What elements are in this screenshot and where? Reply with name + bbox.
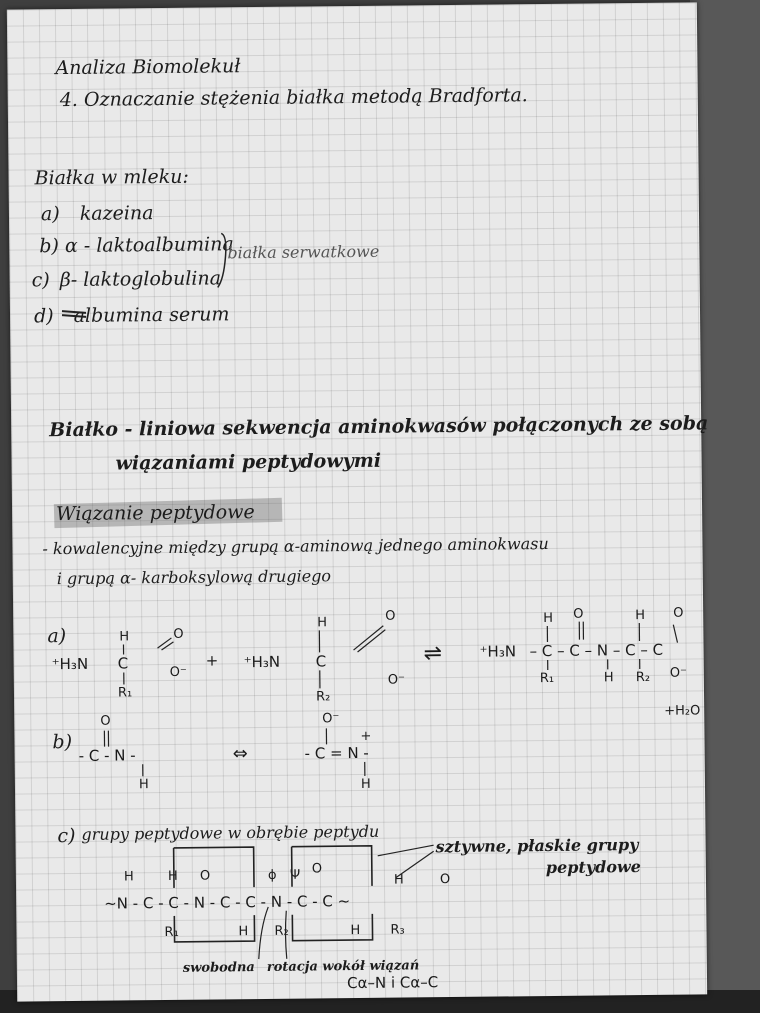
dipeptide-h2: H [635, 607, 646, 624]
list-text: albumina serum [73, 303, 230, 327]
resonance-b-label: b) [52, 730, 73, 754]
handwritten-strokes [7, 2, 707, 1001]
chain-h: H [238, 924, 249, 940]
chain-o: O [199, 868, 211, 884]
page-subtitle: 4. Oznaczanie stężenia białka metodą Bradforta. [59, 84, 528, 112]
aa2-r: R₂ [315, 689, 331, 705]
peptide-chain: ~N - C - C - N - C - C - N - C - C ~ [104, 892, 351, 913]
dipeptide-amine: ⁺H₃N [479, 642, 517, 661]
resonance-arrow: ⇔ [232, 743, 248, 765]
chain-h: H [167, 868, 178, 885]
list-marker: a) [40, 203, 60, 226]
dipeptide-h1: H [543, 610, 554, 627]
resonance-bonds [104, 728, 364, 779]
aa2-c: C [315, 652, 327, 671]
list-marker: c) [31, 269, 50, 292]
bracket-note: białka serwatkowe [227, 241, 380, 263]
rotation-label: rotacja wokół wiązań [266, 958, 420, 975]
notebook-page [7, 2, 707, 1001]
aa1-o: O [173, 626, 184, 642]
dipeptide-r1: R₁ [539, 670, 555, 687]
definition-line-2: wiązaniami peptydowymi [115, 449, 382, 475]
list-marker: b) [39, 235, 59, 258]
peptide-plane-boxes [174, 846, 373, 942]
rigid-note-line-1: sztywne, płaskie grupy [435, 835, 639, 857]
resonance-plus: + [360, 728, 372, 744]
reaction-a-label: a) [47, 625, 67, 648]
resonance-o-left: O [100, 713, 111, 729]
section-c-text: grupy peptydowe w obrębie peptydu [81, 821, 380, 844]
resonance-h-right: H [360, 776, 371, 792]
dipeptide-chain: – C – C – N – C – C [529, 640, 664, 661]
aa2-ominus: O⁻ [387, 672, 406, 688]
resonance-left: - C - N - [78, 746, 136, 765]
peptide-bond-heading: Wiązanie peptydowe [55, 501, 255, 526]
water-byproduct: +H₂O [664, 703, 701, 719]
rotation-bonds-formula: Cα–N i Cα–C [346, 973, 439, 993]
page-title: Analiza Biomolekuł [55, 55, 241, 80]
dipeptide-o1: O [573, 606, 584, 622]
chain-h: H [393, 872, 404, 888]
list-bracket [217, 233, 226, 287]
dipeptide-r2: R₂ [635, 669, 651, 686]
resonance-h-left: H [138, 777, 149, 793]
peptide-bond-line-1: - kowalencyjne między grupą α-aminową jednego aminokwasu [42, 533, 549, 559]
reaction-plus: + [205, 651, 219, 670]
chain-h: H [123, 869, 134, 885]
aa1-h: H [119, 629, 130, 645]
aa1-c: C [117, 654, 129, 673]
free-rotation-label: swobodna [182, 960, 255, 976]
list-text: β- laktoglobulina [59, 267, 222, 292]
chain-o: O [439, 872, 451, 888]
phi-angle: ϕ [267, 867, 277, 883]
chain-r1: R₁ [164, 924, 179, 941]
definition-line-1: Białko - liniowa sekwencja aminokwasów połączonych ze sobą [49, 412, 709, 442]
list-marker: d) [33, 305, 54, 328]
psi-angle: Ψ [289, 867, 301, 883]
peptide-bond-line-2: i grupą α- karboksylową drugiego [56, 566, 332, 589]
aa1-ominus: O⁻ [169, 664, 187, 680]
aa2-o: O [385, 608, 396, 624]
rigid-note-line-2: peptydowe [545, 857, 641, 878]
chain-o: O [311, 861, 323, 877]
aa1-r: R₁ [117, 685, 133, 701]
dipeptide-ominus: O⁻ [669, 665, 687, 681]
reaction-a-bonds [123, 621, 678, 691]
equilibrium-arrow: ⇌ [423, 641, 443, 667]
section-c-label: c) [57, 824, 76, 848]
aa2-h: H [317, 615, 328, 631]
list-text: α - laktoalbumina [64, 233, 234, 258]
note-arrows [258, 845, 435, 959]
chain-r2: R₂ [274, 923, 289, 939]
resonance-o-right: O⁻ [322, 711, 340, 727]
chain-r3: R₃ [390, 922, 405, 938]
strikeout [62, 311, 86, 317]
chain-h: H [350, 922, 361, 939]
aa2-amine: ⁺H₃N [243, 652, 281, 672]
milk-heading: Białka w mleku: [34, 165, 189, 190]
list-text: kazeina [79, 202, 154, 225]
dipeptide-nh: H [603, 670, 614, 686]
resonance-right: - C = N - [304, 743, 369, 763]
aa1-amine: ⁺H₃N [51, 654, 89, 674]
dipeptide-o2: O [673, 605, 684, 621]
